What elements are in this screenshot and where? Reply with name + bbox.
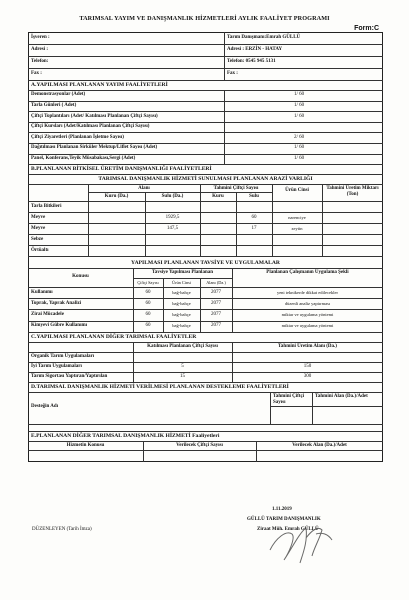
divider bbox=[28, 392, 383, 393]
divider bbox=[28, 212, 383, 213]
section-a-row-value: 1/ 60 bbox=[294, 92, 305, 98]
section-a-row-value: 2/ 60 bbox=[294, 134, 305, 140]
divider bbox=[28, 321, 383, 322]
footer-company: GÜLLÜ TARIM DANIŞMANLIK bbox=[247, 517, 321, 522]
section-b-row-sulu: 1929,5 bbox=[165, 214, 180, 220]
section-c-row-label: Tarım Sigortası Yaptıran/Yaptırılan bbox=[31, 374, 108, 379]
tavsiye-row-alan: 2077 bbox=[211, 312, 221, 317]
footer-date: 1.11.2019 bbox=[272, 507, 292, 512]
tavsiye-title: YAPILMASI PLANLANAN TAVSİYE VE UYGULAMALAR bbox=[131, 260, 280, 266]
section-a-row-label: Çiftçi Toplantıları (Adet/ Katılması Planlanan Çiftçi Sayısı) bbox=[31, 113, 158, 119]
col-konusu: Konusu bbox=[72, 274, 89, 279]
divider bbox=[270, 406, 383, 407]
divider bbox=[28, 352, 383, 353]
tavsiye-row-urun: bağ-bahçe bbox=[172, 289, 191, 295]
divider bbox=[28, 122, 383, 123]
section-c-row-alan: 300 bbox=[303, 374, 312, 379]
divider bbox=[133, 278, 232, 279]
tavsiye-row-konu: Kimyevi Gübre Kullanımı bbox=[31, 323, 88, 329]
tavsiye-row-urun: bağ-bahçe bbox=[172, 300, 191, 306]
signature-scribble bbox=[262, 508, 342, 568]
col-c-alan: Tahmini Üretim Alanı (Da.) bbox=[278, 344, 337, 349]
col-d-ciftci: Tahmini Çiftçi Sayısı bbox=[273, 394, 305, 405]
fax-right-label: Fax : bbox=[227, 71, 238, 76]
divider bbox=[28, 268, 383, 269]
section-a-row-label: Dağıtılması Planlanan Sirküler Mektup/Liflet Sayısı (Adet) bbox=[31, 145, 158, 151]
section-b-row-urun: narenciye bbox=[288, 214, 306, 220]
col-e-alan: Verilecek Alan (Da.)/Adet bbox=[292, 443, 347, 448]
divider bbox=[28, 184, 383, 185]
col-alan: Alanı bbox=[138, 186, 150, 191]
col-e-ciftci: Verilecek Çiftçi Sayısı bbox=[176, 443, 223, 448]
sub-sulu2: Sulu bbox=[249, 194, 259, 199]
section-d-title: D.TARIMSAL DANIŞMANLIK HİZMETİ VERİLMESİ PLANLANAN DESTEKLEME FAALİYETLERİ bbox=[31, 384, 289, 390]
divider bbox=[28, 132, 383, 133]
divider bbox=[28, 234, 383, 235]
tavsiye-row-urun: bağ-bahçe bbox=[172, 312, 191, 317]
section-a-row-value: 1/ 60 bbox=[294, 102, 305, 108]
section-c-row-label: Organik Tarım Uygulamaları bbox=[31, 354, 95, 359]
isveren-label: İşveren : bbox=[31, 35, 50, 40]
sub-kuru: Kuru (Da.) bbox=[104, 194, 129, 199]
col-tavsiye: Tavsiye Yapılması Planlanan bbox=[151, 270, 214, 275]
tavsiye-row-konu: Kullanımı bbox=[31, 289, 53, 295]
col-divider bbox=[270, 392, 271, 424]
divider bbox=[28, 111, 383, 112]
tavsiye-row-alan: 2077 bbox=[211, 323, 221, 329]
tavsiye-row-alan: 2077 bbox=[211, 289, 221, 295]
tavsiye-row-ciftci: 60 bbox=[145, 300, 151, 306]
divider bbox=[28, 154, 383, 155]
section-b-title: B.PLANLANAN BİTKİSEL ÜRETİM DANIŞMANLIĞI FAALİYETLERİ bbox=[31, 166, 212, 172]
section-a-row-label: Çiftçi Ziyaretleri (Planlanan İşletme Sayısı) bbox=[31, 134, 124, 140]
section-a-row-label: Panel, Konferans,Teyik Müsabakası,Sergi (Adet) bbox=[31, 155, 136, 161]
section-c-title: C.YAPILMASI PLANLANAN DİĞER TARIMSAL FAALİYETLER bbox=[31, 334, 197, 340]
col-urun-cinsi: Ürün Cinsi bbox=[285, 188, 309, 193]
tavsiye-row-sekil: miktar ve uygulama yöntemi bbox=[281, 312, 334, 317]
divider bbox=[28, 287, 383, 288]
danisman-label: Tarım Danışmanı:Emrah GÜLLÜ bbox=[227, 35, 301, 40]
divider bbox=[28, 44, 383, 45]
divider bbox=[28, 298, 383, 299]
telefon-left-label: Telefon: bbox=[31, 59, 49, 64]
divider bbox=[28, 424, 383, 425]
section-a-row-label: Demonstrasyonlar (Adet) bbox=[31, 92, 86, 98]
section-b-row-ciftci: 17 bbox=[251, 225, 257, 231]
tavsiye-row-ciftci: 60 bbox=[145, 312, 151, 317]
tavsiye-row-ciftci: 60 bbox=[145, 323, 151, 329]
section-a-row-value: 1/ 60 bbox=[294, 155, 305, 161]
section-b-row-label: Sebze bbox=[31, 236, 44, 242]
form-code: Form:C bbox=[354, 25, 379, 32]
tavsiye-row-konu: Zirai Mücadele bbox=[31, 312, 64, 317]
section-c-row-ciftci: 5 bbox=[181, 364, 184, 369]
telefon-right-label: Telefon: 0545 945 5131 bbox=[227, 59, 276, 64]
section-b-row-label: Örtüaltı bbox=[31, 247, 49, 253]
prepared-by: DÜZENLEYEN (Tarih İmza) bbox=[32, 527, 92, 532]
divider bbox=[28, 332, 383, 333]
col-d-alan: Tahmini Alan (Da.)/Adet bbox=[315, 394, 368, 399]
section-b-row-label: Tarla Bitkileri bbox=[31, 203, 62, 209]
col-tahmini-uretim: Tahmini Üretim Miktarı (Ton) bbox=[326, 186, 379, 197]
divider bbox=[28, 450, 383, 451]
sub-kuru2: Kuru bbox=[212, 194, 224, 199]
divider bbox=[28, 80, 383, 81]
col-destek: Desteğin Adı bbox=[31, 404, 59, 409]
divider bbox=[28, 382, 383, 383]
sub-alan: Alanı (Da.) bbox=[206, 280, 226, 285]
col-divider bbox=[312, 392, 313, 424]
section-a-row-label: Çiftçi Kursları (Adet/Katılması Planlanan Çiftçi Sayısı) bbox=[31, 124, 150, 130]
sub-ciftci: Çiftçi Sayısı bbox=[137, 280, 159, 285]
divider bbox=[28, 372, 383, 373]
divider bbox=[28, 309, 383, 310]
footer-signer: Ziraat Müh. Emrah GÜLLÜ bbox=[257, 527, 319, 532]
divider bbox=[28, 201, 383, 202]
col-tahmini-ciftci: Tahmini Çiftçi Sayısı bbox=[213, 186, 259, 191]
divider bbox=[28, 223, 383, 224]
section-a-row-value: 1/ 60 bbox=[294, 145, 305, 151]
divider bbox=[28, 342, 383, 343]
page-title: TARIMSAL YAYIM VE DANIŞMANLIK HİZMETLERİ AYLIK FAALİYET PROGRAMI bbox=[79, 15, 330, 22]
section-a-title: A.YAPILMASI PLANLANAN YAYIM FAALİYETLERİ bbox=[31, 82, 168, 88]
section-b-subtitle: TARIMSAL DANIŞMANLIK HİZMETİ SUNULMASI PLANLANAN ARAZİ VARLIĞI bbox=[98, 176, 313, 182]
tavsiye-row-urun: bağ-bahçe bbox=[172, 323, 191, 329]
section-b-row-label: Meyve bbox=[31, 225, 46, 231]
divider bbox=[28, 174, 383, 175]
tavsiye-row-sekil: düzenli analiz yaptırması bbox=[284, 300, 331, 306]
divider bbox=[28, 441, 383, 442]
divider bbox=[28, 164, 383, 165]
divider bbox=[28, 101, 383, 102]
fax-left-label: Fax : bbox=[31, 71, 42, 76]
col-e-konu: Hizmetin Konusu bbox=[66, 443, 105, 448]
adresi-left-label: Adresi : bbox=[31, 47, 48, 52]
tavsiye-row-konu: Toprak, Yaprak Analizi bbox=[31, 300, 82, 306]
tavsiye-row-sekil: yeni teknikerde dikkat edilecekler bbox=[276, 289, 339, 295]
section-c-row-label: İyi Tarım Uygulamaları bbox=[31, 364, 82, 369]
sub-urun: Ürün Cinsi bbox=[172, 280, 191, 285]
divider bbox=[28, 56, 383, 57]
divider bbox=[28, 245, 383, 246]
divider bbox=[28, 68, 383, 69]
section-b-row-ciftci: 60 bbox=[251, 214, 257, 220]
divider bbox=[28, 90, 383, 91]
divider bbox=[28, 431, 383, 432]
section-a-row-label: Tarla Günleri ( Adet) bbox=[31, 102, 77, 108]
tavsiye-row-sekil: miktar ve uygulama yöntemi bbox=[281, 323, 334, 329]
tavsiye-row-alan: 2077 bbox=[211, 300, 221, 306]
col-calisma: Planlanan Çalışmanın Uygulama Şekli bbox=[266, 270, 349, 275]
sub-sulu: Sulu (Da.) bbox=[161, 194, 184, 199]
section-a-row-value: 1/ 60 bbox=[294, 113, 305, 119]
section-e-title: E.PLANLANAN DİĞER TARIMSAL DANIŞMANLIK HİZMETİ Faaliyetleri bbox=[31, 433, 220, 439]
divider bbox=[28, 143, 383, 144]
adresi-right-label: Adresi : ERZİN - HATAY bbox=[227, 47, 283, 52]
section-b-row-sulu: 147,5 bbox=[166, 225, 179, 231]
divider bbox=[28, 256, 383, 257]
tavsiye-row-ciftci: 60 bbox=[145, 289, 151, 295]
section-c-row-alan: 150 bbox=[303, 364, 312, 369]
col-c-ciftci: Katılması Planlanan Çiftçi Sayısı bbox=[147, 344, 218, 349]
section-c-row-ciftci: 15 bbox=[180, 374, 185, 379]
divider bbox=[28, 362, 383, 363]
section-b-row-urun: zeytin bbox=[291, 225, 303, 231]
section-b-row-label: Meyve bbox=[31, 214, 46, 220]
divider bbox=[88, 192, 272, 193]
